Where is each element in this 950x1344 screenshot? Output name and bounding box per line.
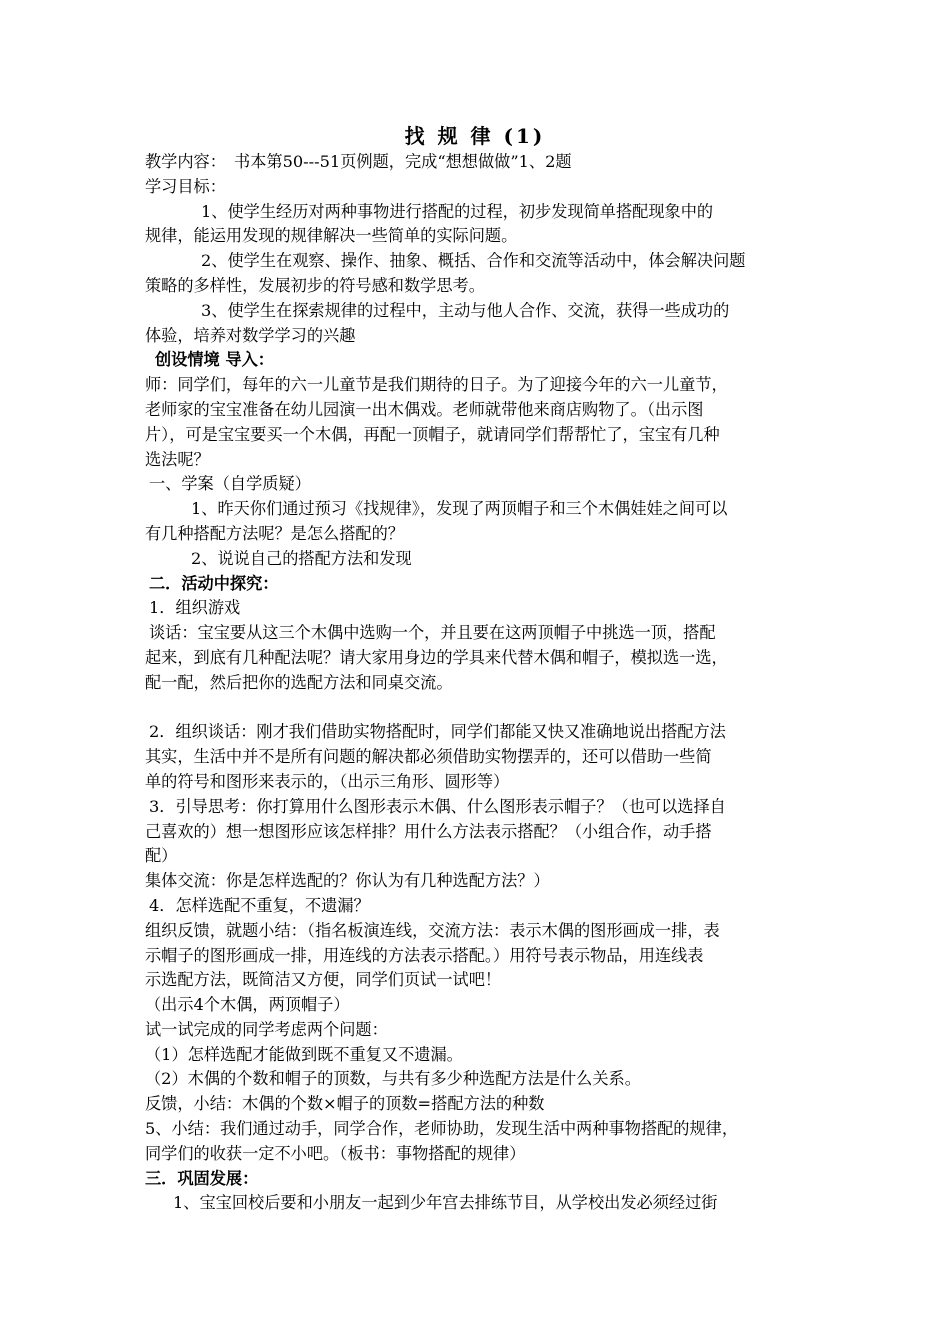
section-heading: 创设情境 导入： [155, 350, 274, 370]
paragraph-line: 5、小结：我们通过动手，同学合作，老师协助，发现生活中两种事物搭配的规律， [145, 1119, 739, 1139]
paragraph-line: 己喜欢的）想一想图形应该怎样排？用什么方法表示搭配？（小组合作，动手搭 [145, 821, 712, 841]
paragraph-line: 片），可是宝宝要买一个木偶，再配一顶帽子，就请同学们帮帮忙了，宝宝有几种 [145, 424, 720, 444]
paragraph-line: 2．组织谈话：刚才我们借助实物搭配时，同学们都能又快又准确地说出搭配方法 [149, 722, 726, 742]
section-heading: 一、学案（自学质疑） [149, 474, 311, 494]
paragraph-line: 反馈，小结：木偶的个数×帽子的顶数=搭配方法的种数 [145, 1094, 545, 1114]
paragraph-line: 试一试完成的同学考虑两个问题： [145, 1019, 388, 1039]
paragraph-line: 谈话：宝宝要从这三个木偶中选购一个，并且要在这两顶帽子中挑选一顶，搭配 [149, 623, 716, 643]
paragraph-line: 3、使学生在探索规律的过程中，主动与他人合作、交流，获得一些成功的 [201, 300, 730, 320]
paragraph-line: 单的符号和图形来表示的，（出示三角形、圆形等） [145, 771, 510, 791]
paragraph-line: 配） [145, 846, 178, 866]
paragraph-line: 示帽子的图形画成一排，用连线的方法表示搭配。）用符号表示物品，用连线表 [145, 945, 704, 965]
paragraph-line: （2）木偶的个数和帽子的顶数，与共有多少种选配方法是什么关系。 [145, 1069, 641, 1089]
paragraph-line: （出示4个木偶，两顶帽子） [145, 995, 350, 1015]
paragraph-line: 1、使学生经历对两种事物进行搭配的过程，初步发现简单搭配现象中的 [201, 201, 714, 221]
paragraph-line: 老师家的宝宝准备在幼儿园演一出木偶戏。老师就带他来商店购物了。（出示图 [145, 399, 704, 419]
blank-line [145, 696, 815, 721]
paragraph-line: 配一配，然后把你的选配方法和同桌交流。 [145, 672, 453, 692]
paragraph-line: 1、宝宝回校后要和小朋友一起到少年宫去排练节目，从学校出发必须经过街 [173, 1193, 718, 1213]
paragraph-line: 组织反馈，就题小结：（指名板演连线，交流方法：表示木偶的图形画成一排，表 [145, 920, 720, 940]
paragraph-line: 4．怎样选配不重复，不遗漏？ [149, 895, 370, 915]
paragraph-line: 示选配方法，既简洁又方便，同学们页试一试吧！ [145, 970, 502, 990]
paragraph-line: 2、说说自己的搭配方法和发现 [191, 548, 412, 568]
paragraph-line: 学习目标： [145, 176, 226, 196]
paragraph-line: 1、昨天你们通过预习《找规律》，发现了两顶帽子和三个木偶娃娃之间可以 [191, 499, 728, 519]
section-heading: 二．活动中探究： [149, 573, 279, 593]
paragraph-line: 策略的多样性，发展初步的符号感和数学思考。 [145, 275, 485, 295]
section-heading: 三．巩固发展： [145, 1168, 259, 1188]
paragraph-line: 起来，到底有几种配法呢？请大家用身边的学具来代替木偶和帽子，模拟选一选， [145, 647, 728, 667]
paragraph-line: 2、使学生在观察、操作、抽象、概括、合作和交流等活动中，体会解决问题 [201, 251, 746, 271]
paragraph-line: 体验，培养对数学学习的兴趣 [145, 325, 356, 345]
document-body [145, 150, 815, 1216]
document-title: 找 规 律 (1) [404, 124, 546, 148]
paragraph-line: 同学们的收获一定不小吧。（板书：事物搭配的规律） [145, 1143, 526, 1163]
paragraph-line: （1）怎样选配才能做到既不重复又不遗漏。 [145, 1044, 463, 1064]
paragraph-line: 3．引导思考：你打算用什么图形表示木偶、什么图形表示帽子？（也可以选择自 [149, 796, 726, 816]
paragraph-line: 师：同学们，每年的六一儿童节是我们期待的日子。为了迎接今年的六一儿童节， [145, 375, 728, 395]
paragraph-line: 其实，生活中并不是所有问题的解决都必须借助实物摆弄的，还可以借助一些简 [145, 747, 712, 767]
paragraph-line: 教学内容： 书本第50---51页例题，完成“想想做做”1、2题 [145, 152, 572, 171]
paragraph-line: 集体交流：你是怎样选配的？你认为有几种选配方法？） [145, 871, 550, 891]
paragraph-line: 有几种搭配方法呢？是怎么搭配的？ [145, 523, 404, 543]
paragraph-line: 1．组织游戏 [149, 598, 241, 618]
paragraph-line: 选法呢？ [145, 449, 210, 469]
paragraph-line: 规律，能运用发现的规律解决一些简单的实际问题。 [145, 226, 518, 246]
